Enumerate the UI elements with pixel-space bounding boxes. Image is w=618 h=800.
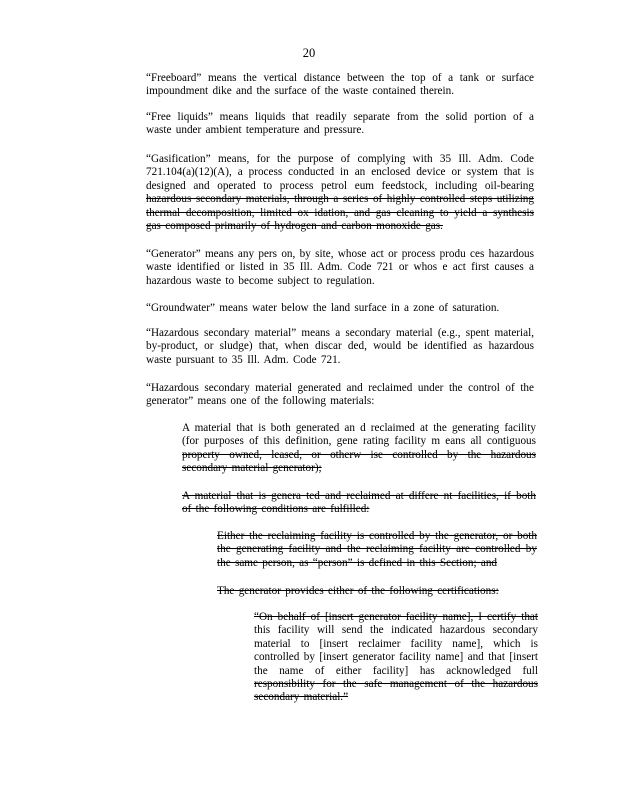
certification-struck-top: “On behalf of [insert generator facility name], I certify that (254, 611, 538, 623)
gasification-text: “Gasification” means, for the purpose of complying with 35 Ill. Adm. Code 721.104(a)(12)(A), a process conducted in an enclosed device or system that is designed and operated to process petrol eum feedstock, including oil-bearing (146, 153, 534, 192)
item-b: A material that is genera ted and reclaimed at differe nt facilities, if both of the following conditions are fulfilled: (182, 490, 536, 516)
definition-hsm-generated-reclaimed: “Hazardous secondary material generated and reclaimed under the control of the generator” means one of the following materials: (146, 382, 534, 408)
certification-statement (254, 611, 538, 705)
definition-gasification (146, 153, 534, 233)
definition-hazardous-secondary-material: “Hazardous secondary material” means a secondary material (e.g., spent material, by-product, or sludge) that, when discar ded, would be identified as hazardous waste pursuant to 35 Ill. Adm. Code 721. (146, 327, 534, 366)
item-a-text: A material that is both generated an d reclaimed at the generating facility (for purposes of this definition, gene rating facility m eans all contiguous (182, 422, 536, 448)
item-b-1: Either the reclaiming facility is controlled by the generator, or both the generating facility and the reclaiming facility are controlled by the same person, as “person” is defined in this Section; and (217, 530, 537, 569)
item-a (182, 422, 536, 476)
definition-free-liquids: “Free liquids” means liquids that readily separate from the solid portion of a waste under ambient temperature and pressure. (146, 111, 534, 137)
gasification-struck-text: hazardous secondary materials, through a series of highly controlled steps utilizing thermal decomposition, limited ox idation, and gas cleaning to yield a synthesis gas composed primarily of hydrogen and carbon monoxide gas. (146, 193, 534, 233)
certification-struck-bottom: responsibility for the safe management of the hazardous secondary material.” (254, 678, 538, 704)
definition-groundwater: “Groundwater” means water below the land surface in a zone of saturation. (146, 302, 500, 314)
item-b-2: The generator provides either of the following certifications: (217, 585, 499, 597)
definition-generator: “Generator” means any pers on, by site, whose act or process produ ces hazardous waste identified or listed in 35 Ill. Adm. Code 721 or whos e act first causes a hazardous waste to become subject to regulation. (146, 248, 534, 287)
definition-freeboard: “Freeboard” means the vertical distance between the top of a tank or surface impoundment dike and the surface of the waste contained therein. (146, 72, 534, 98)
page-number: 20 (302, 46, 316, 60)
item-a-struck-text: property owned, leased, or otherw ise controlled by the hazardous secondary material generator); (182, 448, 536, 475)
certification-text: this facility will send the indicated hazardous secondary material to [insert reclaimer facility name], which is controlled by [insert generator facility name] and that [insert the name of either facility] has acknowledged full (254, 624, 538, 677)
